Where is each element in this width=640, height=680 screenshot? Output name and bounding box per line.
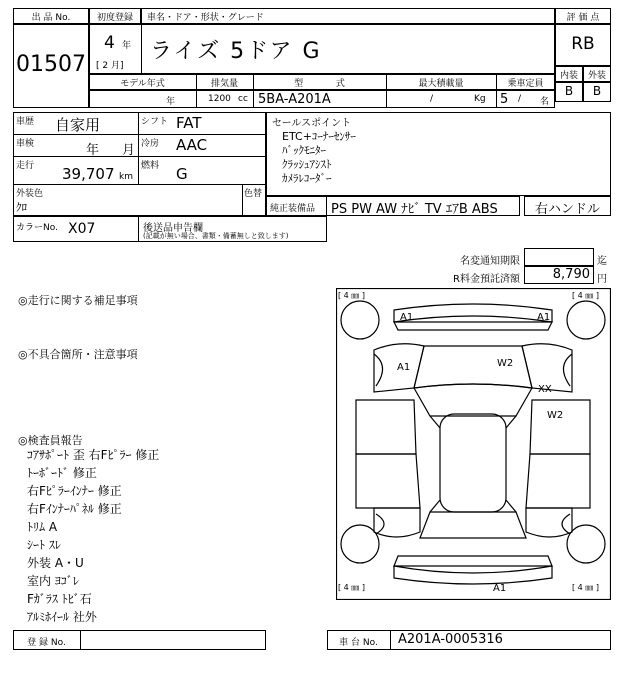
recycle-unit: 円: [597, 274, 607, 285]
exterior-label: 外装: [587, 71, 606, 81]
steering-value: 右ハンドル: [534, 202, 600, 217]
ext-color-label: 外装色: [16, 189, 44, 199]
inspector-label: ◎検査員報告: [18, 434, 83, 447]
history-label: 車歴: [16, 117, 35, 127]
windshield: [414, 384, 532, 416]
wheel-rear-right: [567, 525, 605, 563]
mileage-unit: km: [119, 172, 133, 182]
divider: [13, 184, 266, 185]
right-front-door: [530, 400, 590, 454]
recycle-label: R料金預託済額: [453, 274, 520, 285]
model-year-label: モデル年式: [120, 79, 165, 89]
capacity-unit: 名: [540, 97, 550, 107]
color-change-label: 色替: [244, 189, 263, 199]
right-rear-door: [526, 454, 590, 508]
divider: [326, 196, 327, 216]
divider: [390, 630, 391, 650]
right-rear-fender: [526, 508, 572, 537]
inspector-item: ｺｱｻﾎﾟｰﾄ 歪 右Fﾋﾟﾗｰ 修正: [27, 448, 160, 462]
front-bumper: [394, 304, 552, 322]
inspector-item: ｱﾙﾐﾎｲｰﾙ 社外: [27, 610, 97, 624]
lot-label: 出 品 No.: [31, 13, 71, 23]
lot-number: 01507: [16, 52, 86, 77]
max-load-sep: /: [430, 94, 434, 104]
sales-points-label: セールスポイント: [272, 118, 352, 129]
doc-note: (記載が無い場合、書類・備蓄無しと致します): [143, 232, 289, 240]
divider: [242, 184, 243, 216]
first-reg-year-unit: 年: [122, 41, 132, 51]
interior-label: 内装: [559, 71, 578, 81]
tire-depth-rear-left: [ 4 ㎜ ]: [338, 583, 365, 592]
inspection-label: 車検: [16, 139, 35, 149]
inspector-item: ﾄﾘﾑ A: [27, 520, 58, 534]
rating-label: 評 価 点: [566, 13, 600, 23]
divider: [80, 630, 81, 650]
rear-window: [420, 512, 526, 538]
sales-point-item: ｶﾒﾗﾚｺｰﾀﾞｰ: [282, 172, 332, 185]
inspection-month-unit: 月: [122, 143, 136, 158]
divider: [141, 24, 142, 74]
ac-value: AAC: [176, 136, 208, 154]
equipment-label: 純正装備品: [270, 204, 316, 214]
name-change-field: [524, 248, 594, 266]
wheel-front-right: [567, 301, 605, 339]
rear-bumper: [394, 556, 552, 566]
first-reg-year: 4: [104, 33, 115, 53]
first-reg-month: [ 2 月]: [96, 61, 124, 71]
left-rear-door: [356, 454, 420, 508]
left-rear-fender: [374, 508, 420, 537]
wheel-rear-left: [341, 525, 379, 563]
tire-depth-front-right: [ 4 ㎜ ]: [572, 291, 599, 300]
inspector-item: 右Fﾋﾟﾗｰｲﾝﾅｰ 修正: [27, 484, 122, 498]
divider: [138, 216, 139, 242]
chassis-label: 車 台 No.: [339, 638, 378, 648]
mark-right-door-w2: W2: [547, 410, 564, 421]
interior-grade: B: [564, 84, 574, 98]
car-name-label: 車名・ドア・形状・グレード: [147, 13, 264, 23]
inspector-item: 外装 A・U: [27, 556, 84, 570]
shift-label: シフト: [141, 117, 169, 127]
divider: [13, 156, 266, 157]
mark-right-door-xx: XX: [538, 384, 552, 395]
tire-depth-front-left: [ 4 ㎜ ]: [338, 291, 365, 300]
sales-point-item: ﾊﾞｯｸﾓﾆﾀｰ: [282, 144, 326, 157]
divider: [138, 112, 139, 184]
capacity-label: 乗車定員: [507, 79, 544, 89]
displacement-unit: cc: [238, 94, 248, 104]
max-load-unit: Kg: [474, 94, 486, 104]
model-year-unit: 年: [166, 97, 176, 107]
inspector-item: 右Fｲﾝﾅｰﾊﾟﾈﾙ 修正: [27, 502, 122, 516]
name-change-label: 名変通知期限: [460, 256, 520, 267]
left-front-door: [356, 400, 416, 454]
displacement-value: 1200: [208, 94, 231, 104]
fuel-label: 燃料: [141, 161, 160, 171]
chassis-number: A201A-0005316: [398, 632, 503, 647]
tire-depth-rear-right: [ 4 ㎜ ]: [572, 583, 599, 592]
car-name: ライズ 5ドア G: [150, 39, 322, 64]
ac-label: 冷房: [141, 139, 160, 149]
driving-notes-label: ◎走行に関する補足事項: [18, 294, 138, 307]
capacity-sep: /: [518, 94, 522, 104]
mileage-label: 走行: [16, 161, 35, 171]
mark-windshield: W2: [497, 358, 514, 369]
ext-color-value: ｸﾛ: [16, 201, 27, 214]
mark-front-bumper-left: A1: [400, 312, 414, 323]
defects-label: ◎不具合箇所・注意事項: [18, 348, 138, 361]
color-no-label: カラーNo.: [16, 223, 58, 233]
mark-front-bumper-right: A1: [537, 312, 551, 323]
history-value: 自家用: [55, 116, 101, 134]
inspector-item: ｼｰﾄ ｽﾚ: [27, 538, 61, 552]
roof: [440, 414, 506, 512]
registration-label: 登 録 No.: [27, 638, 66, 648]
rating-value: RB: [571, 34, 595, 54]
model-code: 5BA-A201A: [258, 92, 331, 107]
mark-rear-bumper: A1: [493, 583, 507, 594]
inspector-item: 室内 ﾖｺﾞﾚ: [27, 574, 79, 588]
model-code-label: 型 式: [294, 79, 345, 89]
fuel-value: G: [176, 165, 188, 183]
name-change-unit: 迄: [597, 256, 607, 267]
shift-value: FAT: [176, 114, 202, 132]
first-reg-label: 初度登録: [96, 13, 133, 23]
inspector-item: Fｶﾞﾗｽ ﾄﾋﾞ石: [27, 592, 92, 606]
inspector-item: ﾄｰﾎﾞｰﾄﾞ 修正: [27, 466, 97, 480]
hood: [414, 346, 532, 388]
car-damage-diagram: [336, 288, 611, 600]
doc-label: 後送品申告欄: [143, 223, 203, 234]
divider: [13, 134, 266, 135]
mark-left-fender: A1: [397, 362, 411, 373]
info-block: [13, 112, 266, 216]
color-no-value: X07: [68, 221, 96, 237]
sales-point-item: ETC+ｺｰﾅｰｾﾝｻｰ: [282, 130, 356, 143]
displacement-label: 排気量: [210, 79, 238, 89]
max-load-label: 最大積載量: [418, 79, 464, 89]
inspection-year-unit: 年: [86, 143, 100, 158]
recycle-value: 8,790: [552, 267, 590, 282]
capacity-value: 5: [500, 92, 509, 107]
wheel-front-left: [341, 301, 379, 339]
equipment-value: PS PW AW ﾅﾋﾞ TV ｴｱB ABS: [331, 202, 498, 217]
exterior-grade: B: [592, 84, 602, 98]
mileage-value: 39,707: [62, 165, 115, 183]
sales-point-item: ｸﾗｯｼｭｱｼｽﾄ: [282, 158, 332, 171]
